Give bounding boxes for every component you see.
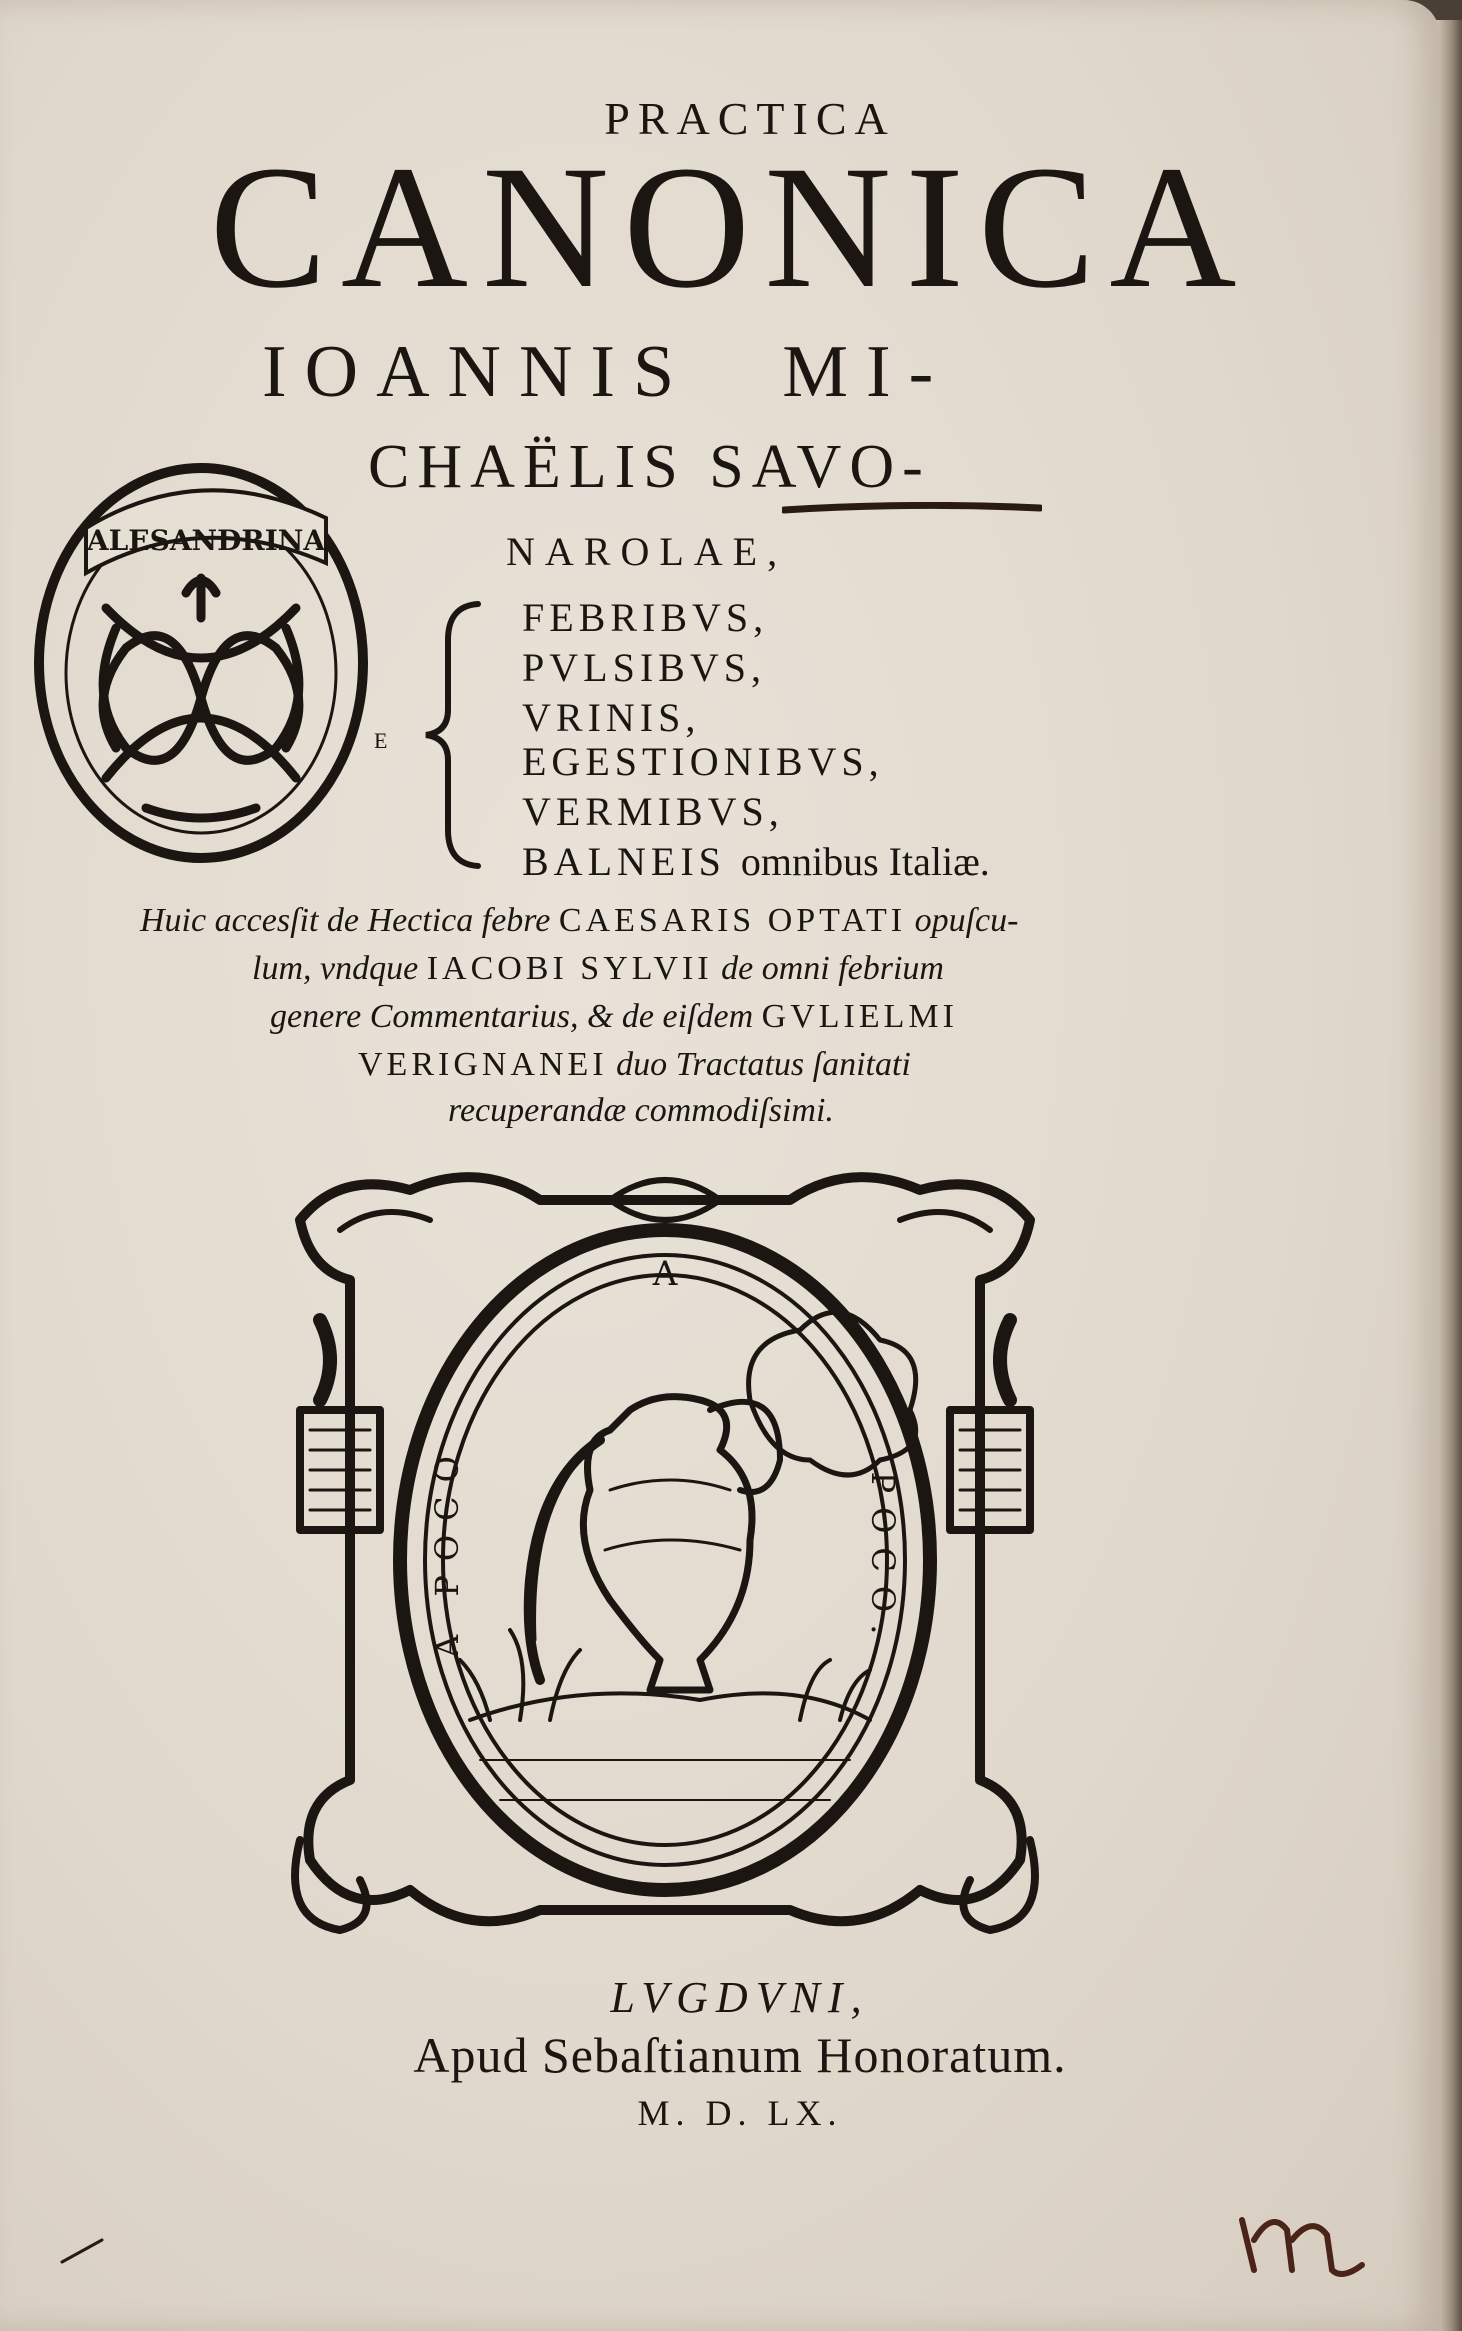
ink-mark bbox=[58, 2236, 108, 2266]
title-line-practica: PRACTICA bbox=[604, 93, 896, 144]
imprint-date: M. D. LX. bbox=[637, 2093, 843, 2133]
subject-vermibus: VERMIBVS, bbox=[522, 789, 784, 834]
description-line-1 bbox=[140, 902, 1018, 940]
subject-pulsibus: PVLSIBVS, bbox=[522, 645, 766, 690]
desc-name-caesaris: CAESARIS OPTATI bbox=[558, 902, 907, 939]
desc-text: duo Tractatus ſanitati bbox=[616, 1046, 911, 1083]
manuscript-annotation bbox=[1232, 2200, 1372, 2290]
stamp-text: ALESANDRINA bbox=[86, 524, 326, 557]
manuscript-annotation-text: m bbox=[1232, 2200, 1233, 2201]
description-line-2 bbox=[252, 950, 944, 988]
owner-stamp bbox=[26, 448, 376, 868]
author-first-name: IOANNIS bbox=[262, 331, 693, 413]
desc-name-verignanei: VERIGNANEI bbox=[358, 1046, 608, 1083]
desc-text: de omni febrium bbox=[721, 950, 944, 987]
desc-name-gulielmi: GVLIELMI bbox=[761, 998, 958, 1035]
subject-egestionibus: EGESTIONIBVS, bbox=[522, 739, 884, 784]
imprint-place: LVGDVNI, bbox=[610, 1973, 870, 2022]
desc-name-iacobi: IACOBI SYLVII bbox=[426, 950, 713, 987]
desc-text: opuſcu- bbox=[914, 902, 1019, 939]
imprint-printer: Apud Sebaſtianum Honoratum. bbox=[413, 2027, 1067, 2083]
emblem-motto-right: POCO. bbox=[864, 1471, 902, 1649]
curly-brace bbox=[418, 600, 488, 870]
desc-text: lum, vndque bbox=[252, 950, 419, 987]
subject-balneis bbox=[522, 838, 990, 885]
subject-balneis-word: BALNEIS bbox=[522, 839, 726, 884]
title-line-canonica: CANONICA bbox=[209, 130, 1251, 325]
emblem-motto-top: A bbox=[652, 1254, 678, 1294]
author-name-start: MI- bbox=[782, 331, 952, 413]
description-line-4 bbox=[358, 1046, 911, 1084]
subject-balneis-tail: omnibus Italiæ. bbox=[740, 839, 990, 884]
desc-text: genere Commentarius, & de eiſdem bbox=[270, 998, 754, 1035]
de-marker: E bbox=[374, 728, 388, 753]
ink-underline bbox=[782, 502, 1042, 514]
emblem-motto-left: A POCO bbox=[428, 1442, 466, 1658]
author-line-2: CHAËLIS SAVO- bbox=[368, 433, 931, 501]
author-line-1 bbox=[262, 330, 951, 415]
author-line-3: NAROLAE, bbox=[506, 529, 788, 574]
subject-vrinis: VRINIS, bbox=[522, 695, 701, 740]
printers-device-woodcut bbox=[280, 1160, 1050, 1960]
subject-febribus: FEBRIBVS, bbox=[522, 595, 769, 640]
description-line-3 bbox=[270, 998, 958, 1036]
description-line-5: recuperandæ commodiſsimi. bbox=[448, 1092, 834, 1129]
desc-text: Huic accesſit de Hectica febre bbox=[140, 902, 551, 939]
